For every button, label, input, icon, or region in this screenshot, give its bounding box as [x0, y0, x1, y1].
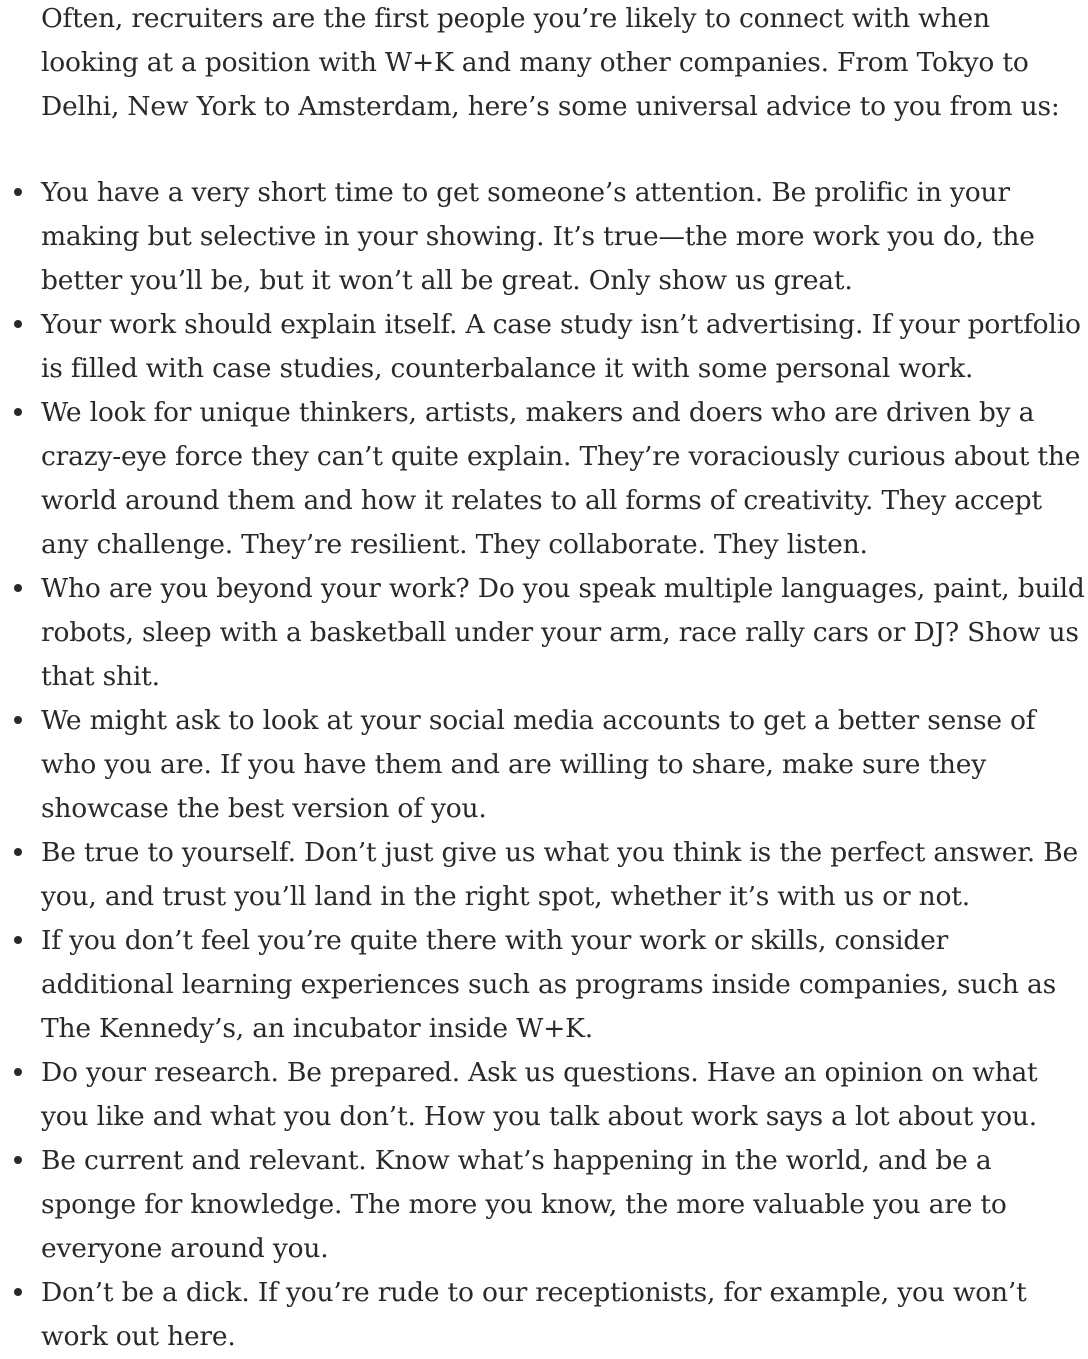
list-item — [41, 171, 1088, 303]
list-item — [41, 1139, 1088, 1271]
bullet-icon — [14, 936, 22, 944]
list-item-text: You have a very short time to get someone’s attention. Be prolific in your making but selective in your showing. It’s true—the more work you do, the better you’ll be, but it won’t all be great. Only show us great. — [41, 177, 1035, 296]
bullet-icon — [14, 1068, 22, 1076]
list-item — [41, 391, 1088, 567]
list-item-text: We might ask to look at your social media accounts to get a better sense of who you are. If you have them and are willing to share, make sure they showcase the best version of you. — [41, 705, 1036, 824]
list-item-text: Don’t be a dick. If you’re rude to our receptionists, for example, you won’t work out here. — [41, 1277, 1027, 1352]
list-item — [41, 303, 1088, 391]
advice-list — [0, 171, 1088, 1359]
list-item — [41, 831, 1088, 919]
bullet-icon — [14, 188, 22, 196]
list-item-text: Who are you beyond your work? Do you speak multiple languages, paint, build robots, sleep with a basketball under your arm, race rally cars or DJ? Show us that shit. — [41, 573, 1085, 692]
list-item — [41, 919, 1088, 1051]
bullet-icon — [14, 716, 22, 724]
list-item — [41, 1271, 1088, 1359]
list-item — [41, 567, 1088, 699]
bullet-icon — [14, 1288, 22, 1296]
list-item-text: Do your research. Be prepared. Ask us questions. Have an opinion on what you like and what you don’t. How you talk about work says a lot about you. — [41, 1057, 1038, 1132]
bullet-icon — [14, 408, 22, 416]
bullet-icon — [14, 1156, 22, 1164]
intro-paragraph: Often, recruiters are the first people you’re likely to connect with when looking at a position with W+K and many other companies. From Tokyo to Delhi, New York to Amsterdam, here’s some universal advice to you from us: — [41, 3, 1060, 122]
list-item-text: Be current and relevant. Know what’s happening in the world, and be a sponge for knowledge. The more you know, the more valuable you are to everyone around you. — [41, 1145, 1007, 1264]
list-item-text: Your work should explain itself. A case study isn’t advertising. If your portfolio is filled with case studies, counterbalance it with some personal work. — [41, 309, 1081, 384]
list-item-text: Be true to yourself. Don’t just give us what you think is the perfect answer. Be you, and trust you’ll land in the right spot, whether it’s with us or not. — [41, 837, 1078, 912]
bullet-icon — [14, 584, 22, 592]
bullet-icon — [14, 848, 22, 856]
bullet-icon — [14, 320, 22, 328]
list-item — [41, 699, 1088, 831]
list-item-text: If you don’t feel you’re quite there with your work or skills, consider additional learning experiences such as programs inside companies, such as The Kennedy’s, an incubator inside W+K. — [41, 925, 1057, 1044]
list-item — [41, 1051, 1088, 1139]
list-item-text: We look for unique thinkers, artists, makers and doers who are driven by a crazy-eye force they can’t quite explain. They’re voraciously curious about the world around them and how it relates to all forms of creativity. They accept any challenge. They’re resilient. They collaborate. They listen. — [41, 397, 1081, 560]
